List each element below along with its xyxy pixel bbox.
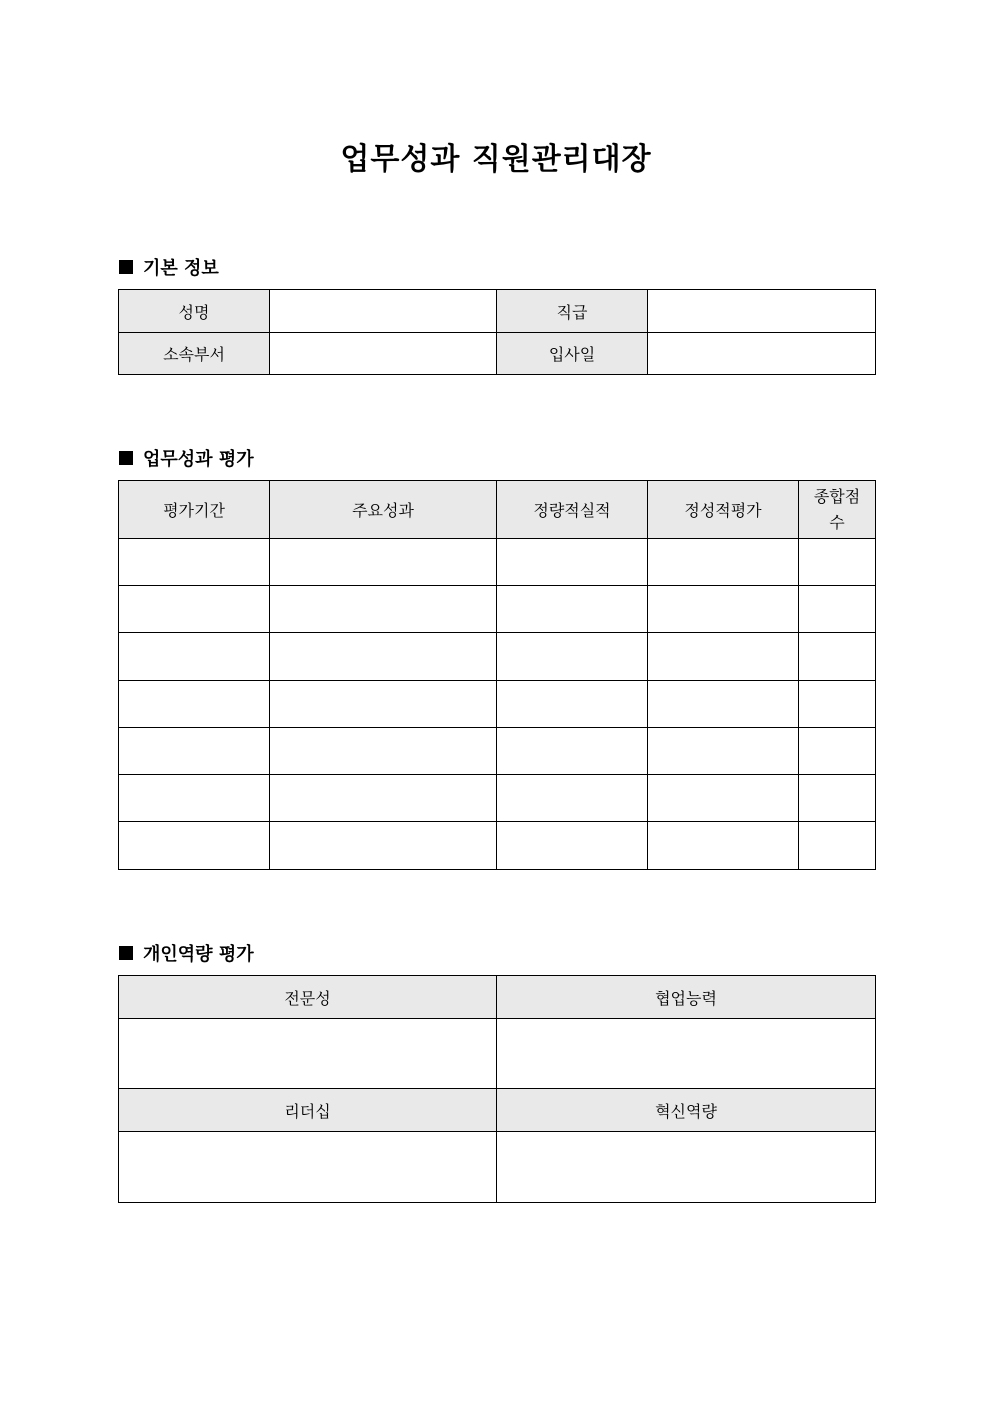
table-cell[interactable] (799, 681, 876, 728)
table-cell[interactable] (799, 633, 876, 681)
basic-info-heading (119, 254, 219, 280)
table-cell[interactable] (799, 586, 876, 633)
table-cell[interactable] (119, 539, 270, 586)
col-quantitative-header: 정량적실적 (497, 481, 648, 539)
performance-table (118, 480, 876, 870)
table-cell[interactable] (648, 775, 799, 822)
leadership-field[interactable] (119, 1132, 497, 1203)
table-cell[interactable] (648, 633, 799, 681)
square-bullet-icon (119, 260, 133, 274)
table-cell[interactable] (270, 539, 497, 586)
table-cell[interactable] (270, 633, 497, 681)
table-cell[interactable] (119, 586, 270, 633)
innovation-label: 혁신역량 (497, 1089, 876, 1132)
table-cell[interactable] (119, 822, 270, 870)
table-row (119, 822, 876, 870)
table-cell[interactable] (497, 586, 648, 633)
col-total-score-header (799, 481, 876, 539)
table-row (119, 633, 876, 681)
department-label: 소속부서 (119, 333, 270, 375)
position-label: 직급 (497, 290, 648, 333)
col-period-header: 평가기간 (119, 481, 270, 539)
basic-info-heading-text: 기본 정보 (143, 258, 219, 279)
table-cell[interactable] (270, 728, 497, 775)
table-cell[interactable] (648, 539, 799, 586)
table-row (119, 586, 876, 633)
competency-table (118, 975, 876, 1203)
table-cell[interactable] (270, 586, 497, 633)
table-cell[interactable] (799, 728, 876, 775)
table-cell[interactable] (497, 775, 648, 822)
table-cell[interactable] (497, 539, 648, 586)
table-cell[interactable] (799, 822, 876, 870)
expertise-label: 전문성 (119, 976, 497, 1019)
table-cell[interactable] (648, 681, 799, 728)
competency-heading-text: 개인역량 평가 (143, 944, 254, 965)
performance-heading (119, 445, 254, 471)
table-cell[interactable] (497, 633, 648, 681)
table-cell[interactable] (648, 728, 799, 775)
table-cell[interactable] (119, 775, 270, 822)
name-label: 성명 (119, 290, 270, 333)
innovation-field[interactable] (497, 1132, 876, 1203)
collaboration-field[interactable] (497, 1019, 876, 1089)
table-cell[interactable] (270, 775, 497, 822)
basic-info-table (118, 289, 876, 375)
table-cell[interactable] (270, 681, 497, 728)
table-cell[interactable] (497, 728, 648, 775)
table-cell[interactable] (497, 681, 648, 728)
table-cell[interactable] (270, 822, 497, 870)
table-cell[interactable] (119, 633, 270, 681)
leadership-label: 리더십 (119, 1089, 497, 1132)
hire-date-field[interactable] (648, 333, 876, 375)
collaboration-label: 협업능력 (497, 976, 876, 1019)
table-cell[interactable] (119, 728, 270, 775)
table-cell[interactable] (648, 822, 799, 870)
table-cell[interactable] (799, 539, 876, 586)
performance-heading-text: 업무성과 평가 (143, 449, 254, 470)
department-field[interactable] (270, 333, 497, 375)
name-field[interactable] (270, 290, 497, 333)
total-score-header-line1: 종합점 (813, 486, 861, 506)
expertise-field[interactable] (119, 1019, 497, 1089)
competency-heading (119, 940, 254, 966)
table-cell[interactable] (119, 681, 270, 728)
table-cell[interactable] (799, 775, 876, 822)
table-cell[interactable] (497, 822, 648, 870)
table-row (119, 539, 876, 586)
square-bullet-icon (119, 946, 133, 960)
square-bullet-icon (119, 451, 133, 465)
hire-date-label: 입사일 (497, 333, 648, 375)
table-row (119, 728, 876, 775)
table-row (119, 775, 876, 822)
col-qualitative-header: 정성적평가 (648, 481, 799, 539)
position-field[interactable] (648, 290, 876, 333)
total-score-header-line2: 수 (829, 512, 845, 532)
table-row (119, 681, 876, 728)
table-cell[interactable] (648, 586, 799, 633)
page-title: 업무성과 직원관리대장 (340, 142, 652, 177)
col-key-results-header: 주요성과 (270, 481, 497, 539)
